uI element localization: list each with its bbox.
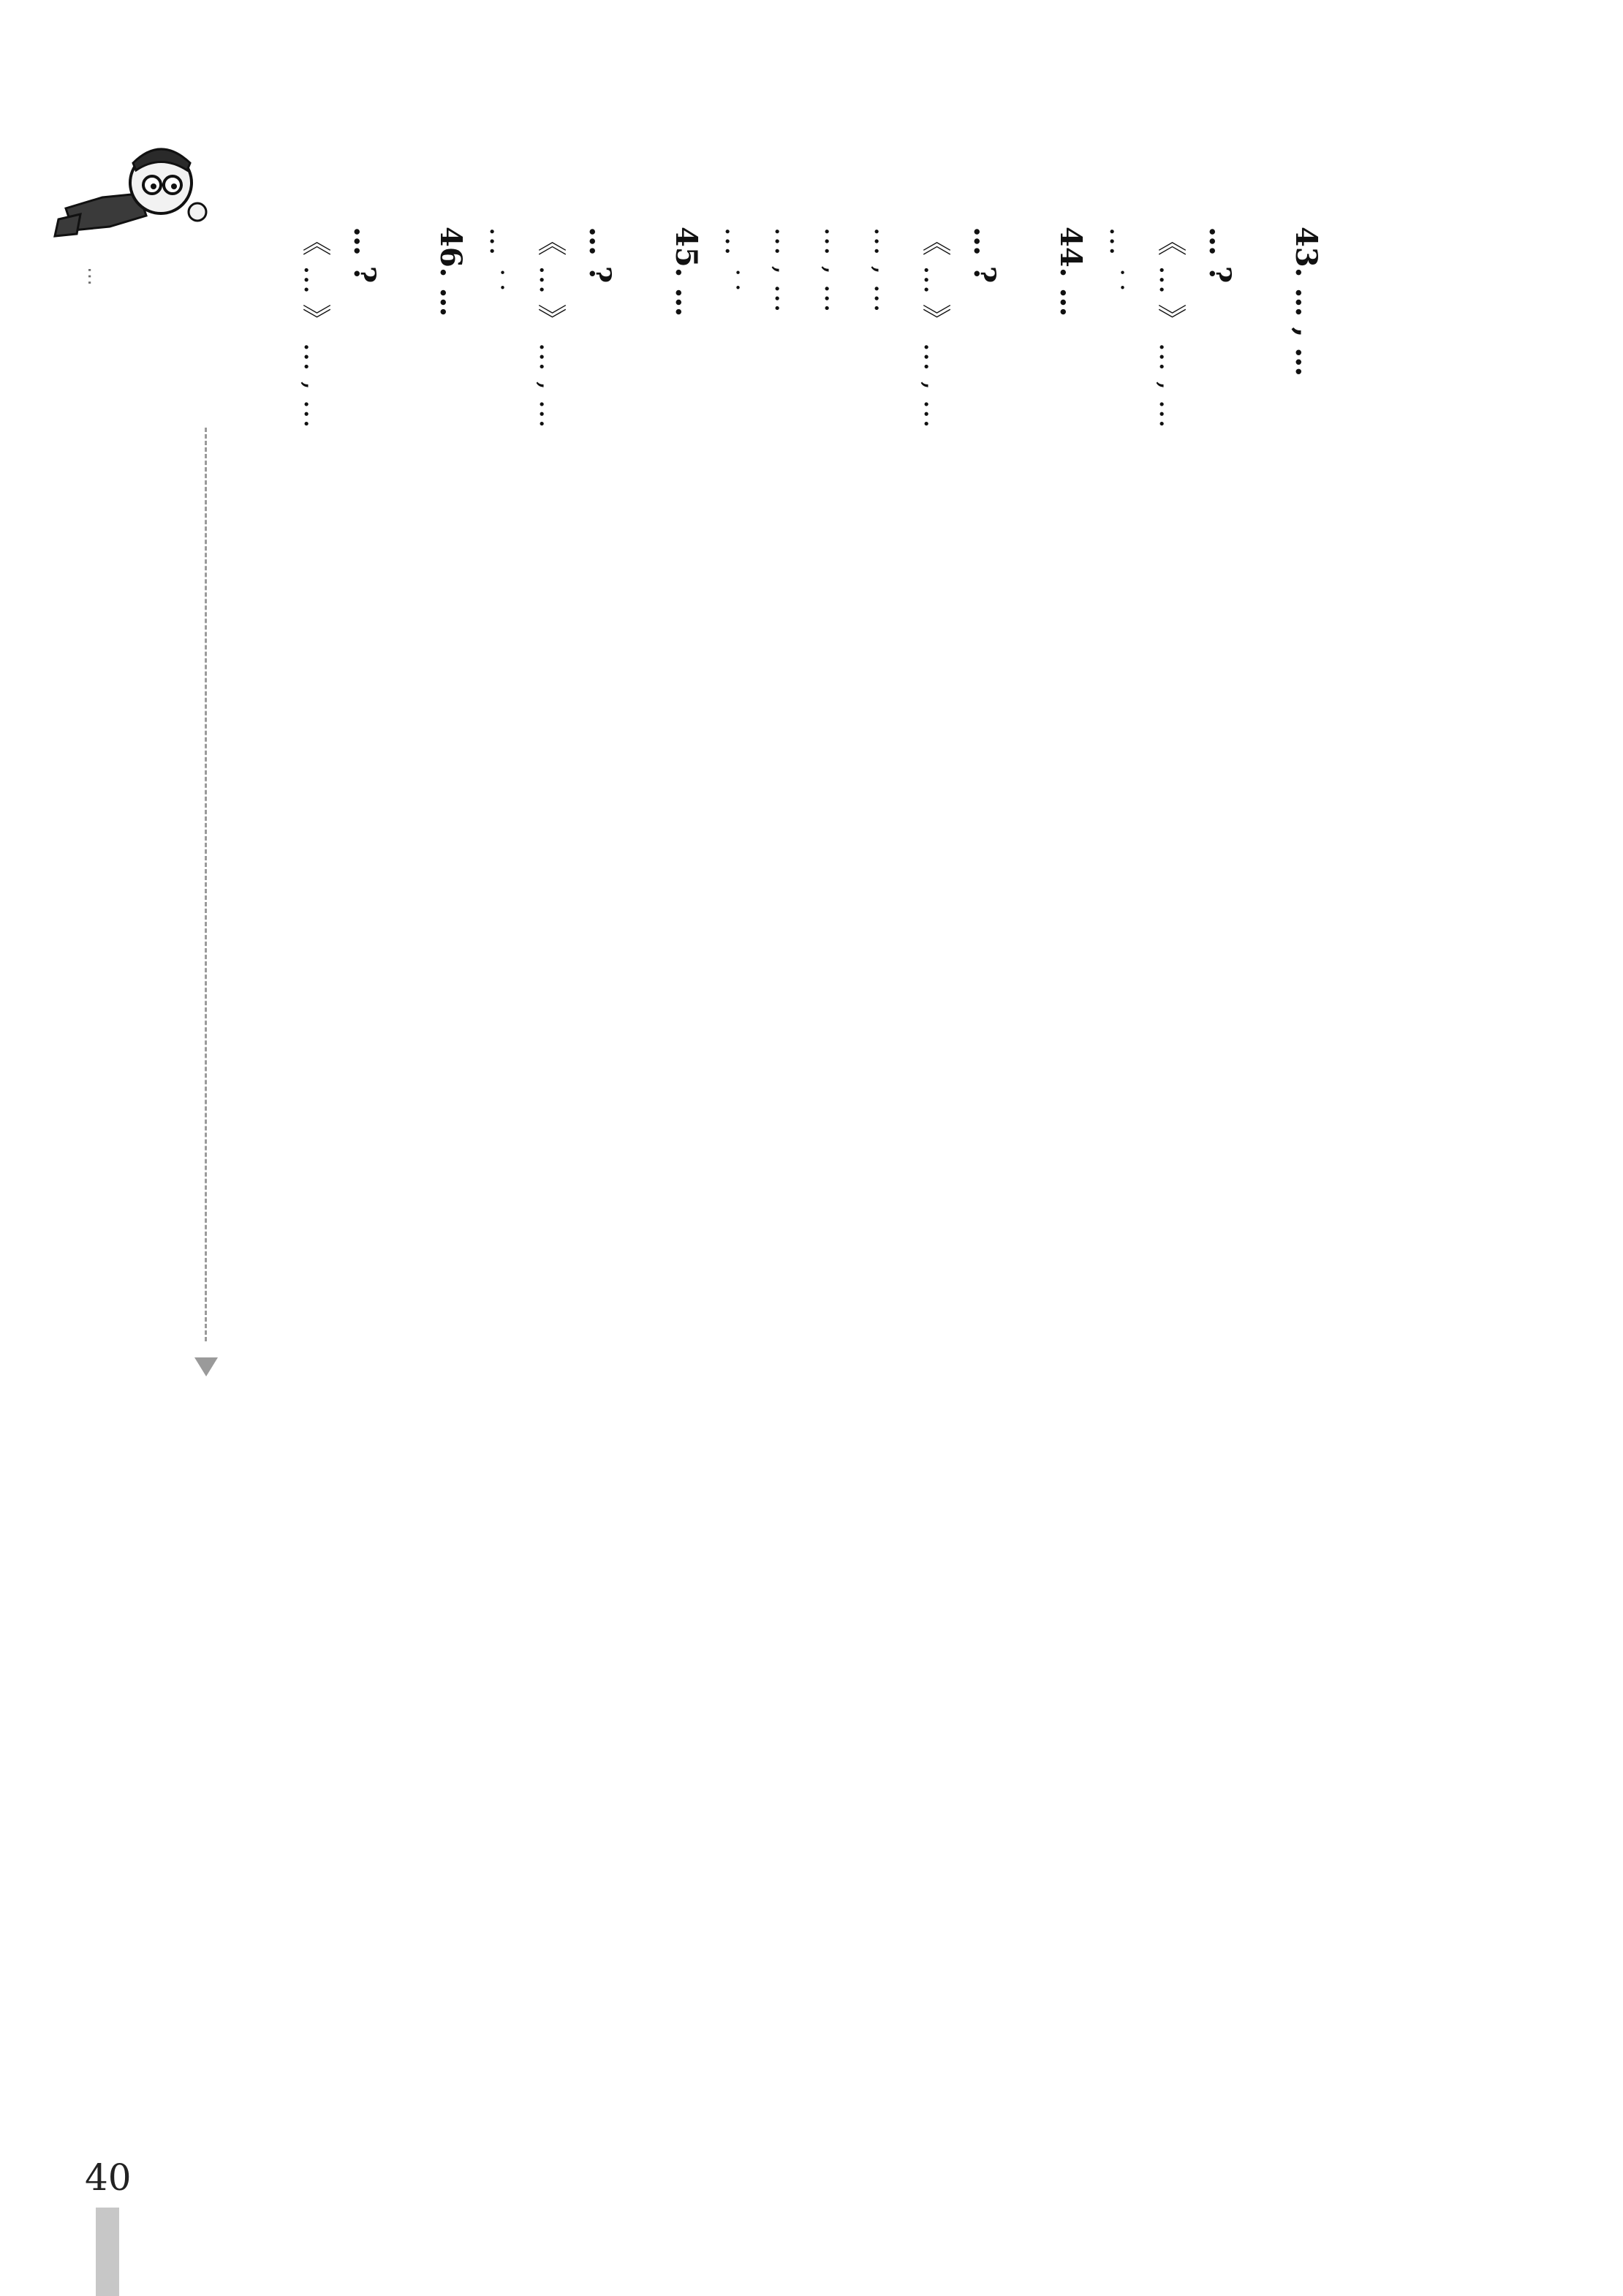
question-44-line-4: … ? bbox=[1203, 227, 1237, 284]
question-46-line-3: 《 … 》 … , … bbox=[533, 227, 567, 429]
question-45-line-5: … , … bbox=[868, 227, 901, 314]
question-44-line-1: 44. … bbox=[1053, 227, 1088, 317]
text-body bbox=[175, 227, 1506, 2127]
question-number: 43. bbox=[1289, 227, 1323, 278]
question-45-line-7: … ? bbox=[967, 227, 1002, 284]
question-45-line-4: … , … bbox=[818, 227, 852, 314]
question-44-line-2: … ︰ bbox=[1103, 227, 1137, 295]
question-number: 45. bbox=[669, 227, 703, 278]
question-45-line-1: 45. … bbox=[669, 227, 703, 317]
page-number: 40 bbox=[85, 2156, 132, 2199]
question-46-line-1: 46. … bbox=[434, 227, 468, 317]
question-45-line-6: 《 … 》 … , … bbox=[918, 227, 951, 429]
question-continued-line-1: 《 … 》 … , … bbox=[298, 227, 331, 429]
running-header-caption: … bbox=[83, 267, 105, 287]
cartoon-boy-illustration bbox=[51, 128, 212, 238]
thumb-index-tab bbox=[96, 2208, 119, 2296]
running-header bbox=[73, 157, 117, 1195]
question-44-line-3: 《 … 》 … , … bbox=[1153, 227, 1187, 429]
question-43-line-1: 43. … , … bbox=[1289, 227, 1323, 377]
question-number: 44. bbox=[1053, 227, 1088, 278]
question-45-line-2: … ︰ bbox=[719, 227, 752, 295]
question-number: 46. bbox=[434, 227, 468, 278]
question-continued-line-2: … ? bbox=[347, 227, 382, 284]
question-45-line-3: … , … bbox=[768, 227, 802, 314]
question-46-line-4: … ? bbox=[583, 227, 617, 284]
question-46-line-2: … ︰ bbox=[483, 227, 517, 295]
